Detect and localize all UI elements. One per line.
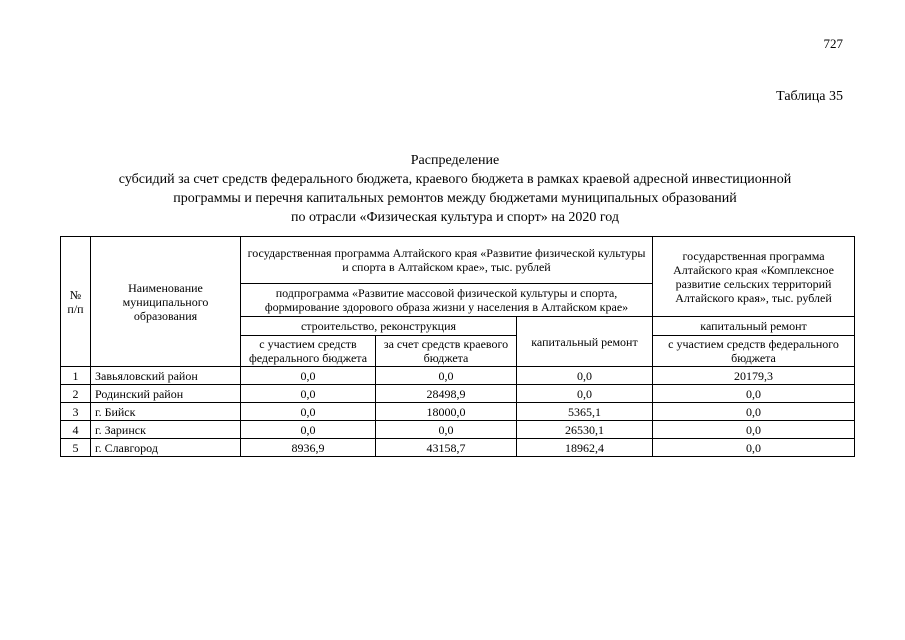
title-line-3: программы и перечня капитальных ремонтов между бюджетами муниципальных образований: [173, 191, 737, 206]
table-row: [61, 403, 855, 421]
rural-program-value: 0,0: [653, 439, 855, 457]
capital-repair-value: 26530,1: [517, 421, 653, 439]
header-construction: строительство, реконструкция: [241, 317, 517, 336]
federal-value: 0,0: [241, 385, 376, 403]
capital-repair-value: 5365,1: [517, 403, 653, 421]
municipality-name: г. Заринск: [91, 421, 241, 439]
municipality-name: г. Славгород: [91, 439, 241, 457]
capital-repair-value: 0,0: [517, 385, 653, 403]
regional-value: 43158,7: [376, 439, 517, 457]
table-label: Таблица 35: [776, 89, 843, 104]
row-number: 3: [61, 403, 91, 421]
regional-value: 18000,0: [376, 403, 517, 421]
table-row: [61, 421, 855, 439]
subsidy-table: [60, 236, 855, 457]
regional-value: 28498,9: [376, 385, 517, 403]
federal-value: 0,0: [241, 421, 376, 439]
header-program-1: государственная программа Алтайского края «Развитие физической культуры и спорта в Алтайском крае», тыс. рублей: [241, 237, 653, 284]
federal-value: 0,0: [241, 367, 376, 385]
row-number: 4: [61, 421, 91, 439]
regional-value: 0,0: [376, 421, 517, 439]
page-number: 727: [823, 36, 843, 51]
federal-value: 8936,9: [241, 439, 376, 457]
title-line-2: субсидий за счет средств федерального бюджета, краевого бюджета в рамках краевой адресной инвестиционной: [118, 172, 792, 187]
header-regional: за счет средств краевого бюджета: [376, 336, 517, 367]
row-number: 2: [61, 385, 91, 403]
table-row: [61, 385, 855, 403]
header-subprogram: подпрограмма «Развитие массовой физической культуры и спорта, формирование здорового образа жизни у населения в Алтайском крае»: [241, 284, 653, 317]
rural-program-value: 20179,3: [653, 367, 855, 385]
header-program-2: государственная программа Алтайского края «Комплексное развитие сельских территорий Алтайского края», тыс. рублей: [653, 237, 855, 317]
header-num: № п/п: [61, 237, 91, 367]
federal-value: 0,0: [241, 403, 376, 421]
municipality-name: г. Бийск: [91, 403, 241, 421]
regional-value: 0,0: [376, 367, 517, 385]
table-row: [61, 367, 855, 385]
document-title: [60, 151, 850, 227]
header-capital-repair-2: капитальный ремонт: [653, 317, 855, 336]
row-number: 1: [61, 367, 91, 385]
municipality-name: Родинский район: [91, 385, 241, 403]
rural-program-value: 0,0: [653, 403, 855, 421]
rural-program-value: 0,0: [653, 421, 855, 439]
row-number: 5: [61, 439, 91, 457]
header-federal-2: с участием средств федерального бюджета: [653, 336, 855, 367]
capital-repair-value: 0,0: [517, 367, 653, 385]
rural-program-value: 0,0: [653, 385, 855, 403]
header-federal: с участием средств федерального бюджета: [241, 336, 376, 367]
municipality-name: Завьяловский район: [91, 367, 241, 385]
title-line-4: по отрасли «Физическая культура и спорт» на 2020 год: [290, 210, 620, 225]
header-name: Наименование муниципального образования: [91, 237, 241, 367]
table-row: [61, 439, 855, 457]
capital-repair-value: 18962,4: [517, 439, 653, 457]
title-line-1: Распределение: [410, 153, 500, 168]
header-capital-repair: капитальный ремонт: [517, 317, 653, 367]
